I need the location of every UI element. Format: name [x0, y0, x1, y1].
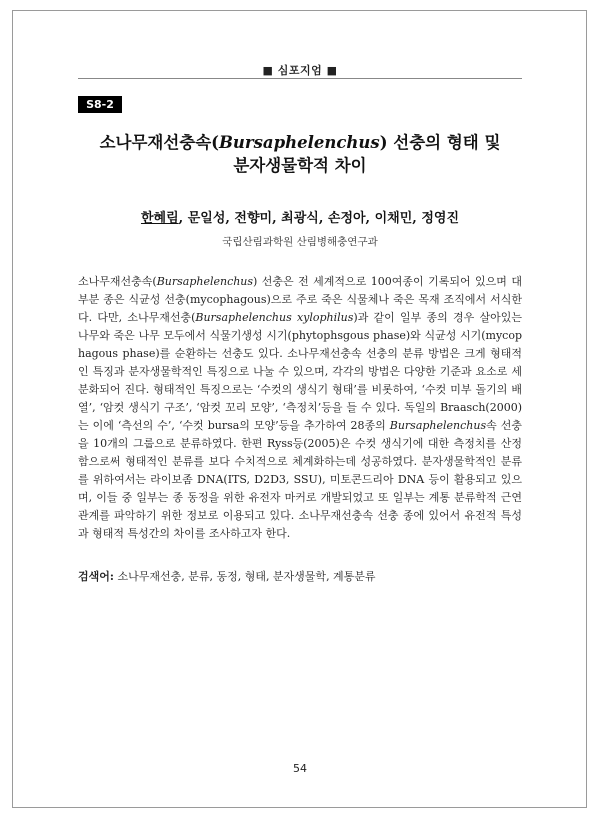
- title-genus-name: Bursaphelenchus: [218, 133, 380, 152]
- abstract-species: Bursaphelenchus xylophilus: [195, 311, 354, 324]
- co-authors: , 문일성, 전향미, 최광식, 손정아, 이채민, 정영진: [178, 211, 460, 226]
- abstract-genus-1: Bursaphelenchus: [156, 275, 254, 288]
- paper-title: [78, 131, 522, 177]
- title-line-1: [78, 131, 522, 154]
- affiliation: 국립산림과학원 산림병해충연구과: [222, 236, 378, 248]
- abstract-part-1: 소나무재선충속(: [78, 275, 157, 288]
- presenting-author: 한혜림: [140, 211, 179, 226]
- session-code-badge: S8-2: [78, 96, 122, 113]
- title-suffix: ) 선충의 형태 및: [379, 133, 501, 152]
- keywords: [78, 568, 522, 584]
- abstract-part-3: )과 같이 일부 종의 경우 살아있는 나무와 죽은 나무 모두에서 식물기생성 시기(phytophsgous phase)와 식균성 시기(mycophagous phase)를 순환하는 선충도 있다. 소나무재선충속 선충의 분류 방법은 크게 형태적인 특징과 분자생물학적인 특징으로 나눌 수 있으며, 각각의 방법은 다양한 기준과 요소로 세분화되어 진다. 형태적인 특징으로는 ‘수컷의 생식기 형태’를 비롯하여, ‘수컷 미부 돌기의 배열’, ‘암컷 생식기 구조’, ‘암컷 꼬리 모양’, ‘측정치’등을 들 수 있다. 독일의 Braasch(2000)는 이에 ‘측선의 수’, ‘수컷 bursa의 모양’등을 추가하여 28종의: [78, 311, 522, 432]
- keywords-label: 검색어:: [78, 570, 114, 583]
- title-prefix: 소나무재선충속(: [99, 133, 219, 152]
- abstract-part-4: 속 선충을 10개의 그룹으로 분류하였다. 한편 Ryss등(2005)은 수컷 생식기에 대한 측정치를 산정함으로써 형태적인 분류를 보다 수치적으로 체계화하는데 성공하였다. 분자생물학적인 분류를 위하여서는 라이보좀 DNA(ITS, D2D3, SSU), 미토콘드리아 DNA 등이 활용되고 있으며, 이들 중 일부는 종 동정을 위한 유전자 마커로 개발되었고 또 일부는 계통 분류학적 근연관계를 파악하기 위한 정보로 이용되고 있다. 소나무재선충속 선충 종에 있어서 유전적 특성과 형태적 특성간의 차이를 조사하고자 한다.: [78, 419, 523, 540]
- abstract-part-2: ) 선충은 전 세계적으로 100여종이 기록되어 있으며 대부분 종은 식균성 선충(mycophagous)으로 주로 죽은 식물체나 죽은 목재 조직에서 서식한다. 다만, 소나무재선충(: [78, 275, 522, 324]
- section-header: ■ 심포지엄 ■: [262, 64, 338, 77]
- abstract-genus-2: Bursaphelenchus: [389, 419, 487, 432]
- header-divider: [78, 78, 522, 79]
- abstract-body: [78, 273, 522, 543]
- page-number: 54: [293, 762, 307, 775]
- keywords-text: 소나무재선충, 분류, 동정, 형태, 분자생물학, 계통분류: [113, 570, 376, 583]
- title-line-2: 분자생물학적 차이: [233, 156, 367, 175]
- author-list: [78, 207, 522, 226]
